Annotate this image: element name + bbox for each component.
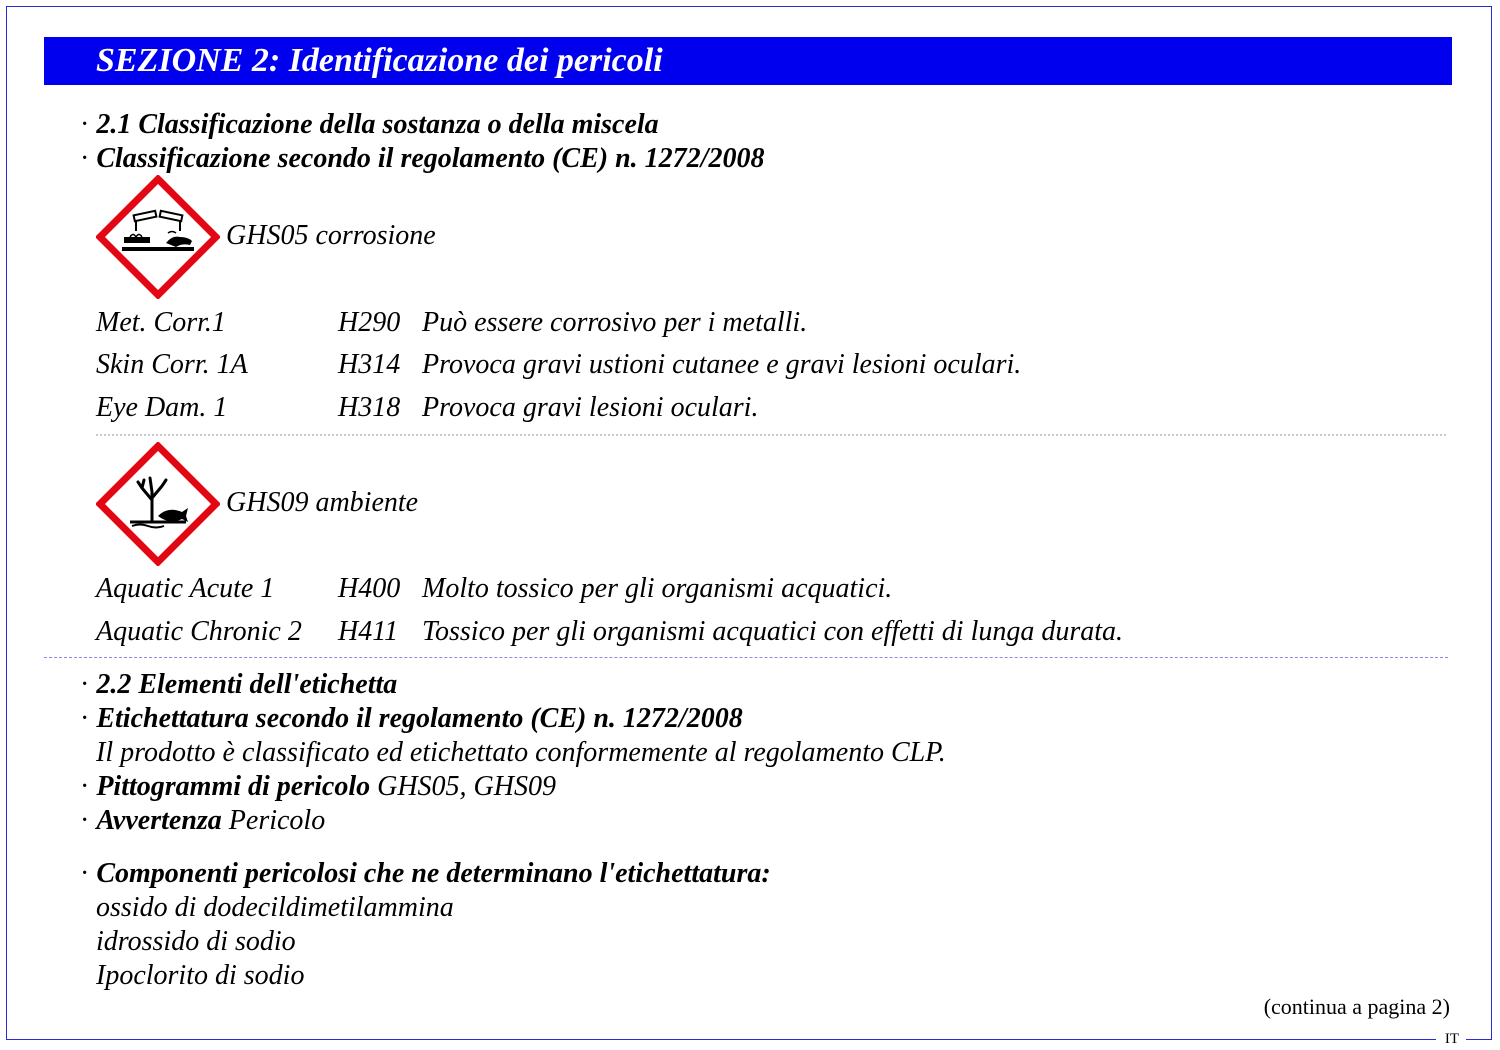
bullet: ·	[80, 109, 90, 140]
hazard-code: H411	[338, 616, 399, 647]
hazard-code: H318	[338, 392, 401, 423]
pictograms-line	[80, 770, 556, 804]
components-heading-line	[80, 857, 771, 891]
section-title: SEZIONE 2: Identificazione dei pericoli	[96, 42, 663, 79]
heading-2-2: 2.2 Elementi dell'etichetta	[96, 669, 398, 700]
ghs05-label: GHS05 corrosione	[226, 220, 436, 251]
hazard-statement: Molto tossico per gli organismi acquatici.	[422, 573, 893, 604]
environment-pictogram-icon	[96, 442, 220, 566]
frame-bottom-rule-tail	[1466, 1039, 1492, 1040]
hazard-statement: Provoca gravi ustioni cutanee e gravi lesioni oculari.	[422, 349, 1022, 380]
hazard-class: Aquatic Acute 1	[96, 573, 275, 604]
components-heading: Componenti pericolosi che ne determinano l'etichettatura:	[96, 858, 771, 889]
labelling-heading-line	[80, 702, 743, 736]
ghs09-label: GHS09 ambiente	[226, 487, 419, 518]
classification-heading: Classificazione secondo il regolamento (CE) n. 1272/2008	[96, 143, 765, 174]
continue-note: (continua a pagina 2)	[1263, 994, 1450, 1019]
section-header	[44, 37, 1452, 85]
dashed-divider	[44, 657, 1448, 658]
hazard-class: Aquatic Chronic 2	[96, 616, 302, 647]
component-item: idrossido di sodio	[96, 926, 296, 957]
classification-heading-line	[80, 142, 764, 176]
hazard-code: H314	[338, 349, 401, 380]
signal-word-label: Avvertenza	[96, 805, 222, 836]
hazard-class: Eye Dam. 1	[96, 392, 228, 423]
bullet: ·	[80, 858, 90, 889]
heading-2-1-line	[80, 108, 659, 142]
clp-note: Il prodotto è classificato ed etichettato conformemente al regolamento CLP.	[96, 737, 946, 768]
pictograms-value: GHS05, GHS09	[377, 771, 556, 802]
labelling-heading: Etichettatura secondo il regolamento (CE) n. 1272/2008	[96, 703, 743, 734]
hazard-statement: Provoca gravi lesioni oculari.	[422, 392, 759, 423]
hazard-code: H400	[338, 573, 401, 604]
hazard-code: H290	[338, 307, 401, 338]
bullet: ·	[80, 669, 90, 700]
dotted-divider	[96, 434, 1446, 436]
bullet: ·	[80, 703, 90, 734]
bullet: ·	[80, 771, 90, 802]
language-code: IT	[1444, 1031, 1460, 1047]
pictograms-label: Pittogrammi di pericolo	[96, 771, 371, 802]
signal-word-line	[80, 804, 325, 838]
bullet: ·	[80, 805, 90, 836]
corrosion-pictogram-icon	[96, 175, 220, 299]
hazard-statement: Può essere corrosivo per i metalli.	[422, 307, 808, 338]
component-item: Ipoclorito di sodio	[96, 960, 305, 991]
bullet: ·	[80, 143, 90, 174]
frame-bottom-rule	[6, 1039, 1436, 1040]
heading-2-1: 2.1 Classificazione della sostanza o della miscela	[96, 109, 659, 140]
component-item: ossido di dodecildimetilammina	[96, 892, 454, 923]
hazard-statement: Tossico per gli organismi acquatici con effetti di lunga durata.	[422, 616, 1124, 647]
hazard-class: Skin Corr. 1A	[96, 349, 248, 380]
signal-word-value: Pericolo	[228, 805, 326, 836]
heading-2-2-line	[80, 668, 397, 702]
hazard-class: Met. Corr.1	[96, 307, 226, 338]
